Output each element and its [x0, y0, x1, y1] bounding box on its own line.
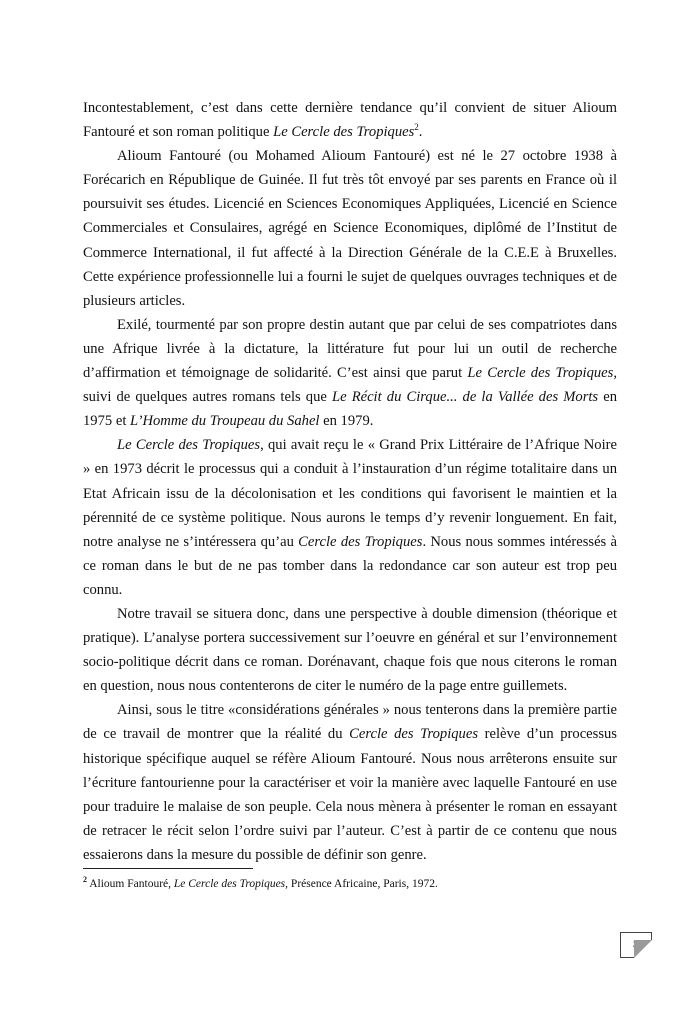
folded-page-icon [634, 940, 652, 958]
text-run: . Nous nous sommes intéressés à ce roman dans le but de ne pas tomber dans la redondance car son auteur est trop peu connu. [83, 533, 617, 598]
text-run: Exilé, tourmenté par son propre destin autant que par celui de ses compatriotes dans une Afrique livrée à la dictature, la littérature fut pour lui un outil de recherche d’affirmation et témoignage de solidarité. C’est ainsi que parut [83, 316, 617, 382]
text-run: Incontestablement, c’est dans cette dernière tendance qu’il convient de situer Alioum Fantouré et son roman politique [83, 100, 617, 141]
italic-title: Cercle des Tropiques [298, 533, 423, 550]
italic-title: L’Homme du Troupeau du Sahel [130, 413, 320, 430]
paragraph [83, 313, 617, 433]
body-text [83, 96, 617, 867]
text-run: Ainsi, sous le titre «considérations générales » nous tenterons dans la première partie de ce travail de montrer que la réalité du [83, 702, 617, 743]
italic-title: Le Cercle des Tropiques [467, 365, 614, 382]
text-run: Notre travail se situera donc, dans une perspective à double dimension (théorique et pratique). L’analyse portera successivement sur l’oeuvre en général et sur l’environnement socio-politique décrit dans ce roman. Dorénavant, chaque fois que nous citerons le roman en question, nous nous contenterons de citer le numéro de la page entre guillemets. [83, 605, 617, 695]
paragraph [83, 698, 617, 867]
italic-title: Le Cercle des Tropiques [273, 124, 415, 141]
footnote [83, 876, 617, 892]
footnote-reference: 2 [414, 122, 419, 133]
text-run: , Présence Africaine, Paris, 1972. [285, 878, 438, 890]
text-run: Alioum Fantouré (ou Mohamed Alioum Fantouré) est né le 27 octobre 1938 à Forécarich en République de Guinée. Il fut très tôt envoyé par ses parents en France où il poursuivit ses études. Licencié en Sciences Economiques Appliquées, Licencié en Science Commerciales et Consulaires, agrégé en Science Economiques, diplômé de l’Institut de Commerce International, il fut affecté à la Direction Générale de la C.E.E à Bruxelles. Cette expérience professionnelle lui a fourni le sujet de quelques ouvrages techniques et de plusieurs articles. [83, 148, 617, 309]
italic-title: Cercle des Tropiques [349, 726, 479, 743]
text-run: Alioum Fantouré, [87, 878, 174, 890]
text-run: , qui avait reçu le « Grand Prix Littéraire de l’Afrique Noire » en 1973 décrit le processus qui a conduit à l’instauration d’un régime totalitaire dans un Etat Africain issu de la décolonisation et les conditions qui favorisent le maintien et la pérennité de ce système politique. Nous aurons le temps d’y revenir longuement. En fait, notre analyse ne s’intéressera qu’au [83, 437, 617, 550]
text-run: en 1979. [319, 413, 374, 430]
italic-title: Le Cercle des Tropiques [173, 878, 286, 890]
text-run: , suivi de quelques autres romans tels que [83, 365, 617, 406]
paragraph [83, 144, 617, 313]
paragraph [83, 96, 617, 144]
text-run: en 1975 et [83, 389, 617, 430]
italic-title: Le Cercle des Tropiques [117, 437, 261, 454]
page-number: 3 [632, 939, 640, 951]
paragraph [83, 602, 617, 698]
footnote-separator [83, 868, 253, 869]
footnote-text [87, 878, 438, 890]
text-run: relève d’un processus historique spécifique auquel se réfère Alioum Fantouré. Nous nous arrêterons ensuite sur l’écriture fantourienne pour la caractériser et voir la manière avec laquelle Fantouré en use pour traduire le malaise de son peuple. Cela nous mènera à présenter le roman en essayant de retracer le récit selon l’ordre suivi par l’auteur. C’est à partir de ce contenu que nous essaierons dans la mesure du possible de définir son genre. [83, 726, 617, 863]
page-number-badge [620, 932, 652, 958]
footnote-marker: 2 [83, 875, 87, 885]
paragraph [83, 433, 617, 602]
italic-title: Le Récit du Cirque... de la Vallée des Morts [331, 389, 599, 406]
text-run: . [418, 124, 423, 141]
